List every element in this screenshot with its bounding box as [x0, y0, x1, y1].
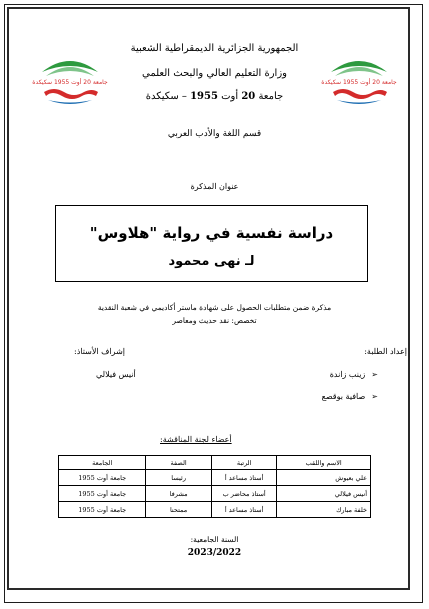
jury-member-university: جامعة أوت 1955 — [59, 486, 146, 502]
thesis-label: عنوان المذكرة — [190, 182, 239, 191]
header-republic: الجمهورية الجزائرية الديمقراطية الشعبية — [130, 43, 299, 54]
student-item-1 — [330, 370, 378, 379]
jury-member-rank: أستاذ مساعد أ — [211, 502, 277, 518]
header-university-year: 1955 — [190, 91, 218, 102]
table-row — [59, 470, 371, 486]
student-name: صافية بوقصع — [321, 392, 366, 401]
department-name: قسم اللغة والأدب العربي — [167, 129, 262, 139]
arrow-icon: ➢ — [371, 370, 378, 379]
logo-right-text: جامعة 20 أوت 1955 سكيكدة — [321, 79, 397, 86]
supervisor-label: إشراف الأستاذ: — [74, 347, 125, 356]
table-header-row — [59, 456, 371, 470]
thesis-title-main: دراسة نفسية في رواية "هلاوس" — [89, 224, 334, 242]
arrow-icon: ➢ — [371, 392, 378, 401]
student-name: زينب زاندة — [329, 370, 366, 379]
jury-member-role: ممتحنا — [146, 502, 212, 518]
jury-member-name: علي بعيوش — [277, 470, 371, 486]
header-university-day: 20 — [241, 91, 256, 102]
column-header-rank: الرتبة — [211, 456, 277, 470]
column-header-university: الجامعة — [59, 456, 146, 470]
header-university-month: أوت — [221, 91, 239, 102]
thesis-description: مذكرة ضمن متطلبات الحصول على شهادة ماستر أكاديمي في شعبة النقدية — [97, 303, 332, 312]
student-item-2 — [322, 392, 378, 401]
thesis-title-author: لـ نهى محمود — [168, 254, 255, 269]
table-row — [59, 502, 371, 518]
academic-year: 2023/2022 — [187, 548, 242, 558]
jury-member-university: جامعة أوت 1955 — [59, 470, 146, 486]
header-university-city: – سكيكدة — [145, 91, 187, 102]
jury-member-name: خلفة مبارك — [277, 502, 371, 518]
thesis-specialty: تخصص: نقد حديث ومعاصر — [172, 316, 257, 325]
students-label: إعداد الطلبة: — [364, 347, 407, 356]
jury-member-rank: أستاذ محاضر ب — [211, 486, 277, 502]
column-header-role: الصفة — [146, 456, 212, 470]
table-row — [59, 486, 371, 502]
jury-label: أعضاء لجنة المناقشة: — [160, 435, 232, 444]
header-university — [0, 90, 429, 103]
supervisor-name: أنيس فيلالي — [96, 370, 136, 379]
column-header-name: الاسم واللقب — [277, 456, 371, 470]
jury-member-role: رئيسا — [146, 470, 212, 486]
logo-left-text: جامعة 20 أوت 1955 سكيكدة — [32, 79, 108, 86]
jury-member-university: جامعة أوت 1955 — [59, 502, 146, 518]
thesis-title-box — [55, 205, 368, 282]
header-ministry: وزارة التعليم العالي والبحث العلمي — [142, 68, 287, 79]
jury-table — [58, 455, 371, 518]
header-university-prefix: جامعة — [258, 91, 284, 102]
academic-year-label: السنة الجامعية: — [190, 535, 239, 544]
jury-member-role: مشرفا — [146, 486, 212, 502]
jury-member-rank: أستاذ مساعد أ — [211, 470, 277, 486]
jury-member-name: أنيس فيلالي — [277, 486, 371, 502]
